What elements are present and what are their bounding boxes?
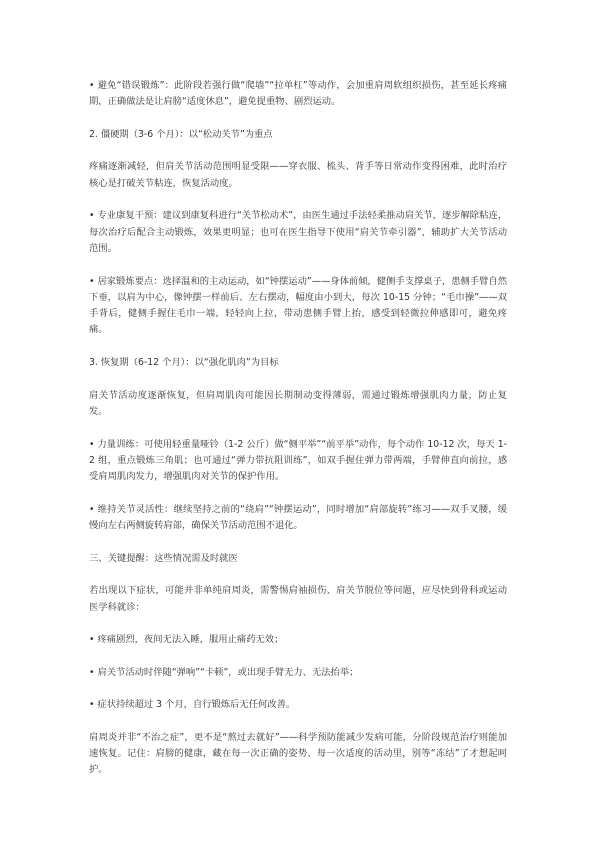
bullet-home-exercise: • 居家锻炼要点：选择温和的主动运动，如“钟摆运动”——身体前倾，健侧手支撑桌子，患侧手臂自然下垂，以肩为中心，像钟摆一样前后、左右摆动，幅度由小到大，每次 10-15 分钟；“毛巾操”——双手背后，健侧手握住毛巾一端，轻轻向上拉，带动患侧手臂上抬，感受到轻微拉伸感即可，避免疼痛。 bbox=[89, 275, 507, 336]
paragraph-see-doctor-intro: 若出现以下症状，可能并非单纯肩周炎，需警惕肩袖损伤、肩关节脱位等问题，应尽快到骨科或运动医学科就诊： bbox=[89, 585, 507, 613]
bullet-joint-flexibility: • 维持关节灵活性：继续坚持之前的“绕肩”“钟摆运动”，同时增加“肩部旋转”练习——双手叉腰，缓慢向左右两侧旋转肩部，确保关节活动范围不退化。 bbox=[89, 503, 507, 532]
bullet-persistent-symptoms: • 症状持续超过 3 个月，自行锻炼后无任何改善。 bbox=[89, 699, 296, 711]
bullet-joint-clicking: • 肩关节活动时伴随“弹响”“卡顿”，或出现手臂无力、无法抬举； bbox=[89, 666, 359, 678]
section-heading-recovery-phase: 3. 恢复期（6-12 个月）：以“强化肌肉”为目标 bbox=[89, 357, 279, 369]
paragraph-stiff-phase-intro: 疼痛逐渐减轻，但肩关节活动范围明显受限——穿衣服、梳头、背手等日常动作变得困难，此时治疗核心是打破关节粘连，恢复活动度。 bbox=[89, 161, 507, 189]
section-heading-key-reminder: 三、关键提醒：这些情况需及时就医 bbox=[89, 552, 238, 564]
paragraph-conclusion: 肩周炎并非“不治之症”，更不是“熬过去就好”——科学预防能减少发病可能，分阶段规范治疗则能加速恢复。记住：肩膀的健康，藏在每一次正确的姿势、每一次适度的活动里，别等“冻结”了才想起呵护。 bbox=[89, 731, 507, 776]
bullet-avoid-wrong-exercise: • 避免“错误锻炼”：此阶段若强行做“爬墙”“拉单杠”等动作，会加重肩周软组织损伤，甚至延长疼痛期，正确做法是让肩膀“适度休息”，避免提重物、剧烈运动。 bbox=[89, 80, 507, 108]
paragraph-recovery-phase-intro: 肩关节活动度逐渐恢复，但肩周肌肉可能因长期制动变得薄弱，需通过锻炼增强肌肉力量，防止复发。 bbox=[89, 389, 507, 417]
section-heading-stiff-phase: 2. 僵硬期（3-6 个月）：以“松动关节”为重点 bbox=[89, 128, 273, 140]
document-body bbox=[89, 78, 507, 779]
bullet-professional-rehab: • 专业康复干预：建议到康复科进行“关节松动术”，由医生通过手法轻柔推动肩关节，逐步解除粘连，每次治疗后配合主动锻炼，效果更明显；也可在医生指导下使用“肩关节牵引器”，辅助扩大关节活动范围。 bbox=[89, 210, 507, 254]
bullet-severe-pain: • 疼痛剧烈，夜间无法入睡，服用止痛药无效； bbox=[89, 634, 284, 646]
bullet-strength-training: • 力量训练：可使用轻重量哑铃（1-2 公斤）做“侧平举”“前平举”动作，每个动作 10-12 次，每天 1-2 组，重点锻炼三角肌；也可通过“弹力带抗阻训练”，如双手握住弹力带两端，手臂伸直向前拉，感受肩周肌肉发力，增强肌肉对关节的保护作用。 bbox=[89, 438, 507, 483]
